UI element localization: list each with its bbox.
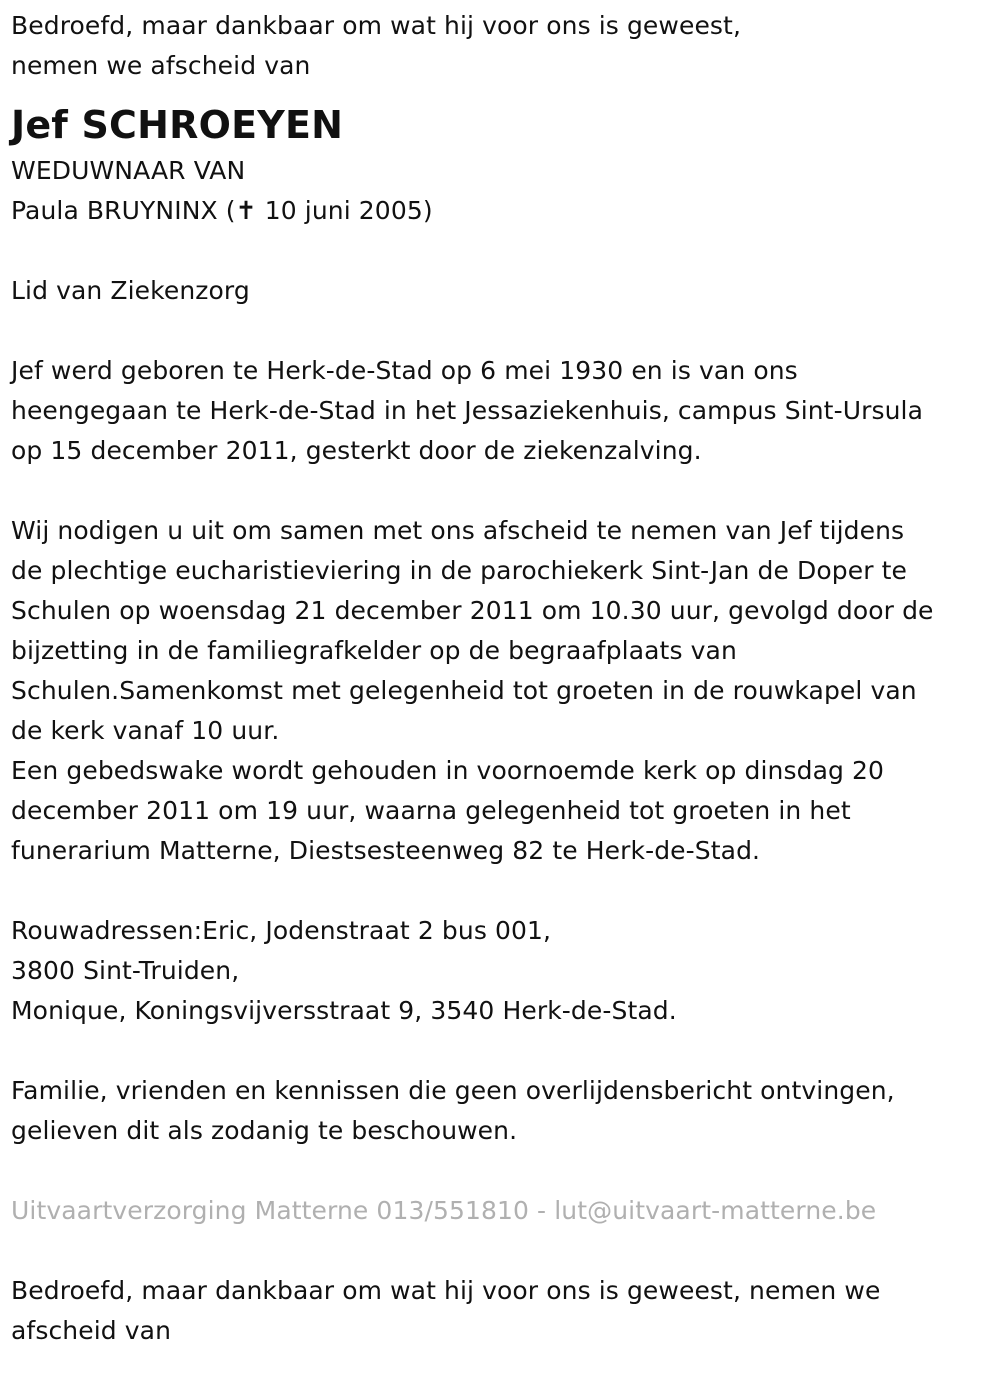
vigil-line: december 2011 om 19 uur, waarna gelegenheid tot groeten in het [11, 796, 851, 825]
ceremony-line: Schulen.Samenkomst met gelegenheid tot groeten in de rouwkapel van [11, 676, 917, 705]
intro-line: nemen we afscheid van [11, 51, 311, 80]
closing-paragraph [11, 1271, 986, 1351]
ceremony-line: Schulen op woensdag 21 december 2011 om 10.30 uur, gevolgd door de [11, 596, 934, 625]
biography-line: heengegaan te Herk-de-Stad in het Jessaziekenhuis, campus Sint-Ursula [11, 396, 924, 425]
biography-line: op 15 december 2011, gesterkt door de ziekenzalving. [11, 436, 702, 465]
notice-line: gelieven dit als zodanig te beschouwen. [11, 1116, 518, 1145]
paragraph-gap [11, 1031, 986, 1071]
ceremony-paragraph [11, 511, 986, 871]
paragraph-gap [11, 1151, 986, 1191]
address-line: 3800 Sint-Truiden, [11, 956, 240, 985]
paragraph-gap [11, 871, 986, 911]
mourning-addresses [11, 911, 986, 1031]
closing-line: afscheid van [11, 1316, 172, 1345]
ceremony-line: bijzetting in de familiegrafkelder op de begraafplaats van [11, 636, 737, 665]
address-line: Rouwadressen:Eric, Jodenstraat 2 bus 001, [11, 916, 552, 945]
notice-line: Familie, vrienden en kennissen die geen overlijdensbericht ontvingen, [11, 1076, 895, 1105]
address-line: Monique, Koningsvijversstraat 9, 3540 Herk-de-Stad. [11, 996, 677, 1025]
paragraph-gap [11, 1231, 986, 1271]
vigil-line: funerarium Matterne, Diestsesteenweg 82 te Herk-de-Stad. [11, 836, 761, 865]
obituary-document [11, 6, 986, 1351]
ceremony-line: de kerk vanaf 10 uur. [11, 716, 280, 745]
biography-line: Jef werd geboren te Herk-de-Stad op 6 mei 1930 en is van ons [11, 356, 798, 385]
intro-line: Bedroefd, maar dankbaar om wat hij voor ons is geweest, [11, 11, 741, 40]
spouse-line: Paula BRUYNINX (✝ 10 juni 2005) [11, 196, 433, 225]
paragraph-gap [11, 231, 986, 271]
vigil-line: Een gebedswake wordt gehouden in voornoemde kerk op dinsdag 20 [11, 756, 885, 785]
membership-line: Lid van Ziekenzorg [11, 276, 250, 305]
deceased-name: Jef SCHROEYEN [11, 103, 344, 147]
widower-status: WEDUWNAAR VAN [11, 156, 246, 185]
paragraph-gap [11, 471, 986, 511]
biography-paragraph [11, 351, 986, 471]
intro-section [11, 6, 986, 86]
closing-line: Bedroefd, maar dankbaar om wat hij voor ons is geweest, nemen we [11, 1276, 881, 1305]
ceremony-line: Wij nodigen u uit om samen met ons afscheid te nemen van Jef tijdens [11, 516, 905, 545]
paragraph-gap [11, 311, 986, 351]
ceremony-line: de plechtige eucharistieviering in de parochiekerk Sint-Jan de Doper te [11, 556, 908, 585]
funeral-home-contact: Uitvaartverzorging Matterne 013/551810 - lut@uitvaart-matterne.be [11, 1196, 877, 1225]
notice-paragraph [11, 1071, 986, 1151]
